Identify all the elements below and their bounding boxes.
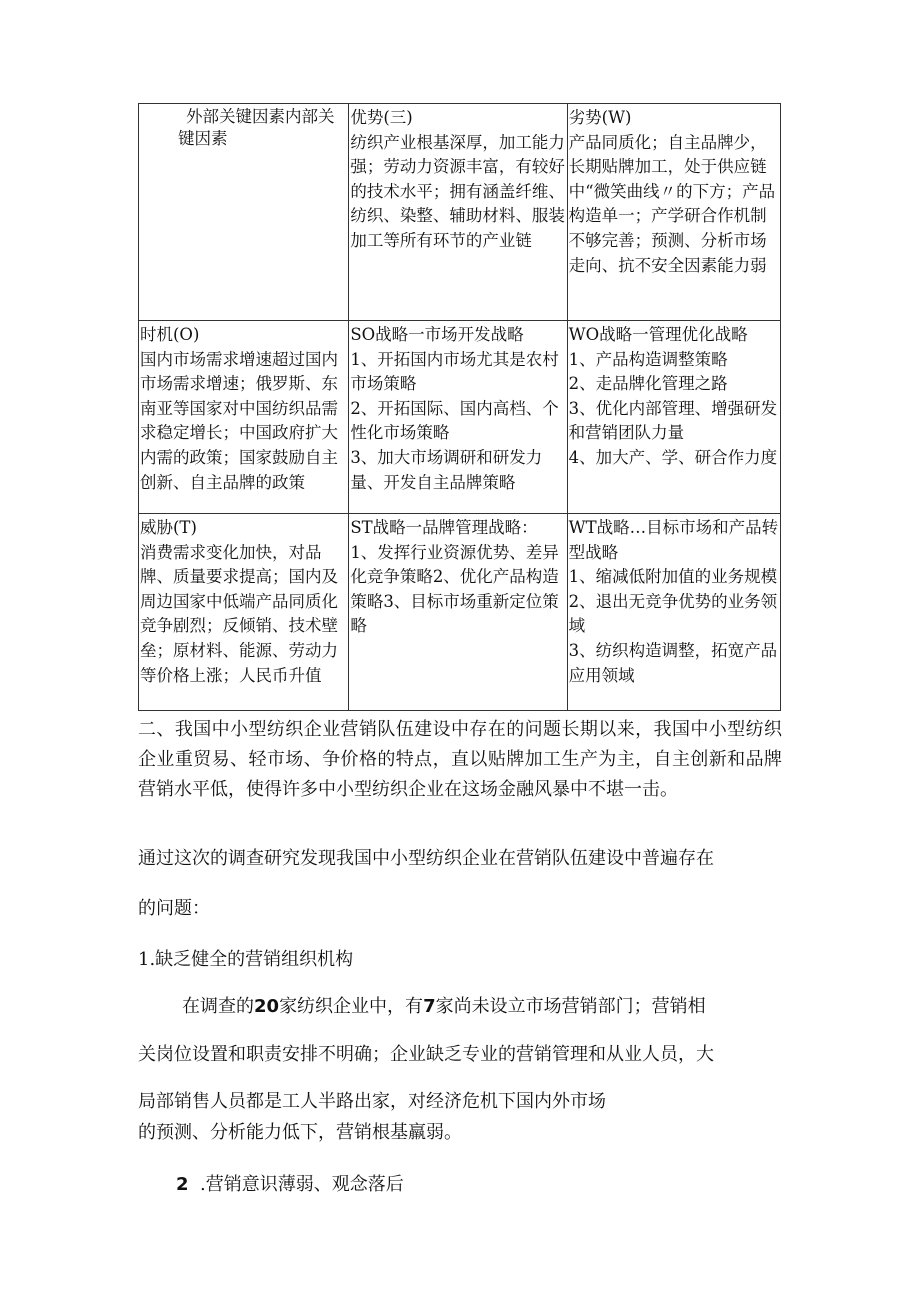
wt-strategy-item: 3、纺织构造调整，拓宽产品应用领域: [568, 640, 778, 685]
section-two-paragraph: 二、我国中小型纺织企业营销队伍建设中存在的问题长期以来，我国中小型纺织企业重贸易、轻市场、争价格的特点，直以贴牌加工生产为主，自主创新和品牌营销水平低，使得许多中小型纺织企业在这场金融风暴中不堪一击。: [138, 719, 782, 800]
weaknesses-cell: [567, 104, 780, 321]
so-strategy-heading: SO战略一市场开发战略: [350, 325, 524, 344]
weaknesses-text: 产品同质化；自主品牌少，长期贴牌加工，处于供应链中“微笑曲线〃的下方；产品构造单一；产学研合作机制不够完善；预测、分析市场走向、抗不安全因素能力弱: [568, 132, 776, 275]
item-two-title-text: .营销意识薄弱、观念落后: [199, 1174, 404, 1195]
item-one-paragraph-line: 的预测、分析能力低下，营销根基羸弱。: [138, 1122, 462, 1143]
text-fragment: 家纺织企业中，有: [279, 996, 424, 1017]
so-strategy-cell: [349, 321, 567, 514]
strengths-text: 纺织产业根基深厚，加工能力强；劳动力资源丰富，有较好的技术水平；拥有涵盖纤维、纺织、染整、辅助材料、服装加工等所有环节的产业链: [350, 132, 565, 250]
wo-strategy-cell: [567, 321, 780, 514]
wo-strategy-item: 1、产品构造调整策略: [568, 349, 728, 369]
opportunities-heading: 时机(O): [140, 325, 200, 344]
wo-strategy-item: 2、走品牌化管理之路: [568, 374, 728, 394]
corner-cell: [139, 104, 349, 321]
swot-table: [138, 103, 781, 711]
so-strategy-item: 2、开拓国际、国内高档、个性化市场策略: [350, 398, 559, 443]
wo-strategy-item: 4、加大产、学、研合作力度: [568, 447, 778, 467]
opportunities-cell: [139, 321, 349, 514]
count-number: 20: [254, 996, 280, 1017]
threats-text: 消费需求变化加快，对品牌、质量要求提高；国内及周边国家中低端产品同质化竞争剧烈；反倾销、技术壁垒；原材料、能源、劳动力等价格上涨；人民币升值: [140, 542, 338, 685]
item-one-paragraph-line: 关岗位设置和职责安排不明确；企业缺乏专业的营销管理和从业人员，大: [138, 1044, 714, 1065]
wt-strategy-item: 1、缩减低附加值的业务规模: [568, 567, 778, 587]
opportunities-text: 国内市场需求增速超过国内市场需求增速；俄罗斯、东南亚等国家对中国纺织品需求稳定增长；中国政府扩大内需的政策；国家鼓励自主创新、自主品牌的政策: [140, 349, 338, 492]
corner-label: 外部关键因素内部关键因素: [178, 107, 335, 148]
wt-strategy-heading: WT战略…目标市场和产品转型战略: [568, 518, 779, 562]
so-strategy-item: 1、开拓国内市场尤其是农村市场策略: [350, 349, 559, 394]
table-row: [139, 104, 781, 321]
table-row: [139, 514, 781, 711]
strengths-heading: 优势(三): [350, 108, 413, 127]
threats-heading: 威胁(T): [140, 518, 197, 537]
weaknesses-heading: 劣势(W): [568, 108, 632, 127]
threats-cell: [139, 514, 349, 711]
st-strategy-text: 1、发挥行业资源优势、差异化竞争策略2、优化产品构造策略3、目标市场重新定位策略: [350, 542, 559, 636]
st-strategy-heading: ST战略一品牌管理战略：: [350, 518, 538, 537]
text-fragment: 家尚未设立市场营销部门；营销相: [435, 996, 706, 1017]
wo-strategy-item: 3、优化内部管理、增强研发和营销团队力量: [568, 398, 778, 443]
item-one-paragraph-line: 局部销售人员都是工人半路出家，对经济危机下国内外市场: [138, 1091, 606, 1112]
survey-text-line: 通过这次的调查研究发现我国中小型纺织企业在营销队伍建设中普遍存在: [138, 848, 714, 869]
so-strategy-item: 3、加大市场调研和研发力量、开发自主品牌策略: [350, 447, 543, 492]
st-strategy-cell: [349, 514, 567, 711]
item-one-title: 1.缺乏健全的营销组织机构: [138, 949, 354, 970]
item-one-paragraph-line: [182, 992, 706, 1022]
count-number: 7: [423, 996, 436, 1017]
table-row: [139, 321, 781, 514]
item-two-title: [176, 1170, 404, 1200]
survey-text-line: 的问题：: [138, 898, 210, 919]
text-fragment: 在调查的: [182, 996, 254, 1017]
wt-strategy-cell: [567, 514, 780, 711]
wo-strategy-heading: WO战略一管理优化战略: [568, 325, 748, 344]
item-number: 2: [176, 1174, 189, 1195]
wt-strategy-item: 2、退出无竞争优势的业务领域: [568, 591, 778, 636]
strengths-cell: [349, 104, 567, 321]
